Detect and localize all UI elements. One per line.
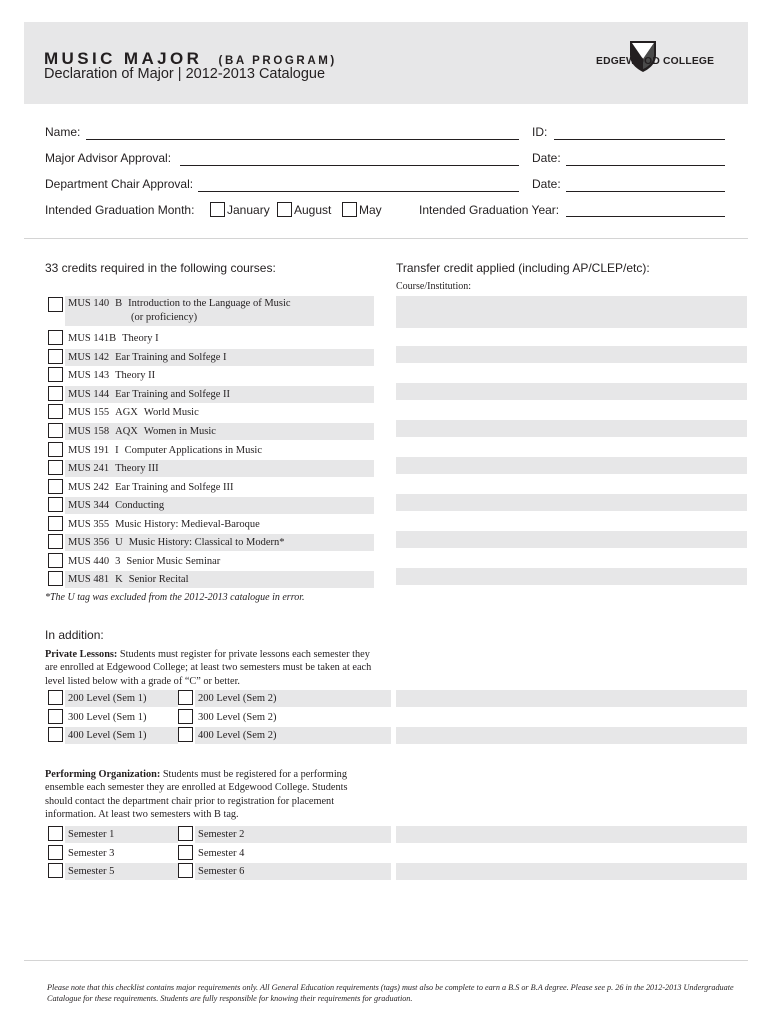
course-title: Music History: Classical to Modern*	[128, 537, 285, 548]
advisor-date-label: Date:	[532, 151, 561, 165]
january-label: January	[227, 203, 270, 217]
january-checkbox[interactable]	[210, 202, 225, 217]
private-lesson-label: 300 Level (Sem 2)	[198, 712, 277, 723]
semester-label: Semester 6	[195, 863, 391, 880]
course-code: MUS 241	[68, 463, 110, 474]
course-title: Ear Training and Solfege III	[115, 482, 234, 493]
course-checkbox[interactable]	[48, 367, 63, 382]
private-lesson-label: 400 Level (Sem 2)	[195, 727, 391, 744]
course-code: MUS 440	[68, 556, 110, 567]
course-row	[65, 553, 374, 570]
course-title: Theory III	[115, 463, 159, 474]
course-tag: I	[115, 445, 119, 456]
course-title: World Music	[143, 407, 199, 418]
private-lesson-checkbox[interactable]	[48, 709, 63, 724]
course-row	[65, 516, 374, 533]
course-checkbox[interactable]	[48, 442, 63, 457]
course-tag: 3	[115, 556, 121, 567]
course-row	[65, 296, 374, 326]
semester-checkbox[interactable]	[178, 826, 193, 841]
private-lesson-checkbox[interactable]	[178, 709, 193, 724]
course-checkbox[interactable]	[48, 553, 63, 568]
course-tag: AQX	[115, 426, 138, 437]
course-code: MUS 143	[68, 370, 110, 381]
course-row	[65, 460, 374, 477]
course-tag: AGX	[115, 407, 138, 418]
course-code: MUS 481	[68, 574, 110, 585]
id-field[interactable]	[554, 139, 725, 140]
course-row	[65, 386, 374, 403]
transfer-box[interactable]	[396, 690, 747, 707]
name-label: Name:	[45, 125, 81, 139]
private-lessons-text: Private Lessons: Students must register for private lessons each semester they are enrolled at Edgewood College; at least two semesters must be taken at each level listed below with a grade of “C” or better.	[45, 649, 372, 687]
course-title: Conducting	[115, 500, 165, 511]
grad-month-label: Intended Graduation Month:	[45, 203, 195, 217]
transfer-box[interactable]	[396, 826, 747, 843]
id-label: ID:	[532, 125, 548, 139]
course-checkbox[interactable]	[48, 423, 63, 438]
may-label: May	[359, 203, 382, 217]
transfer-sublabel: Course/Institution:	[396, 281, 471, 292]
course-code: MUS 242	[68, 482, 110, 493]
course-row	[65, 534, 374, 551]
transfer-box[interactable]	[396, 383, 747, 400]
may-checkbox[interactable]	[342, 202, 357, 217]
semester-label: Semester 3	[68, 848, 115, 859]
performing-text: Performing Organization: Students must be registered for a performing ensemble each semester they are enrolled at Edgewood College. Students should contact the department chair prior to registration for placement information. At least two semesters with B tag.	[45, 769, 348, 820]
private-lesson-checkbox[interactable]	[48, 690, 63, 705]
course-checkbox[interactable]	[48, 349, 63, 364]
course-title: Introduction to the Language of Music	[128, 298, 291, 309]
course-row	[65, 404, 374, 421]
transfer-box[interactable]	[396, 531, 747, 548]
semester-checkbox[interactable]	[48, 826, 63, 841]
course-checkbox[interactable]	[48, 460, 63, 475]
transfer-heading: Transfer credit applied (including AP/CLEP/etc):	[396, 261, 650, 275]
course-checkbox[interactable]	[48, 479, 63, 494]
college-name: EDGEWOOD COLLEGE	[596, 56, 715, 67]
private-lesson-label: 200 Level (Sem 1)	[65, 690, 178, 707]
course-code: MUS 344	[68, 500, 110, 511]
course-code: MUS 356	[68, 537, 110, 548]
name-field[interactable]	[86, 139, 519, 140]
course-title: Ear Training and Solfege I	[115, 352, 227, 363]
course-row	[65, 571, 374, 588]
private-lesson-checkbox[interactable]	[178, 690, 193, 705]
semester-checkbox[interactable]	[178, 845, 193, 860]
course-tag: B	[115, 298, 123, 309]
course-row	[65, 442, 374, 459]
transfer-box[interactable]	[396, 420, 747, 437]
transfer-box[interactable]	[396, 568, 747, 585]
semester-label: Semester 5	[65, 863, 178, 880]
course-code: MUS 355	[68, 519, 110, 530]
private-lesson-label: 300 Level (Sem 1)	[68, 712, 147, 723]
course-checkbox[interactable]	[48, 516, 63, 531]
course-checkbox[interactable]	[48, 497, 63, 512]
course-tag: K	[115, 574, 123, 585]
private-lesson-label: 200 Level (Sem 2)	[195, 690, 391, 707]
course-code: MUS 144	[68, 389, 110, 400]
course-checkbox[interactable]	[48, 534, 63, 549]
course-footnote: *The U tag was excluded from the 2012-2013 catalogue in error.	[45, 592, 305, 603]
chair-date-field[interactable]	[566, 191, 725, 192]
course-row	[65, 423, 374, 440]
semester-label: Semester 1	[65, 826, 178, 843]
semester-checkbox[interactable]	[178, 863, 193, 878]
divider	[24, 238, 748, 239]
semester-checkbox[interactable]	[48, 863, 63, 878]
footer-divider	[24, 960, 748, 961]
footer-note: Please note that this checklist contains major requirements only. All General Education requirements (tags) must also be complete to earn a B.S or B.A degree. Please see p. 26 in the 2012-2013 Undergraduate Catalogue for these requirements. Students are fully responsible for knowing their requirements for graduation.	[47, 983, 734, 1004]
advisor-label: Major Advisor Approval:	[45, 151, 172, 165]
course-row	[65, 497, 374, 514]
course-checkbox[interactable]	[48, 404, 63, 419]
course-title: Theory II	[115, 370, 156, 381]
course-checkbox[interactable]	[48, 297, 63, 312]
course-code: MUS 140	[68, 298, 110, 309]
course-title: Ear Training and Solfege II	[115, 389, 231, 400]
transfer-box[interactable]	[396, 346, 747, 363]
august-checkbox[interactable]	[277, 202, 292, 217]
course-checkbox[interactable]	[48, 571, 63, 586]
course-code: MUS 141B	[68, 333, 117, 344]
page-subtitle: Declaration of Major | 2012-2013 Catalogue	[44, 66, 326, 82]
course-code: MUS 191	[68, 445, 110, 456]
course-row	[65, 349, 374, 366]
course-row	[65, 479, 374, 496]
course-code: MUS 155	[68, 407, 110, 418]
course-title: Theory I	[122, 333, 159, 344]
course-code: MUS 142	[68, 352, 110, 363]
transfer-box[interactable]	[396, 863, 747, 880]
course-title: Computer Applications in Music	[124, 445, 263, 456]
course-tag: U	[115, 537, 123, 548]
private-lesson-label: 400 Level (Sem 1)	[65, 727, 178, 744]
semester-label: Semester 2	[195, 826, 391, 843]
course-row	[65, 367, 374, 384]
transfer-box[interactable]	[396, 296, 747, 328]
transfer-box[interactable]	[396, 494, 747, 511]
grad-year-field[interactable]	[566, 216, 725, 217]
course-title: Senior Recital	[128, 574, 189, 585]
private-lesson-checkbox[interactable]	[178, 727, 193, 742]
semester-checkbox[interactable]	[48, 845, 63, 860]
private-lesson-checkbox[interactable]	[48, 727, 63, 742]
chair-label: Department Chair Approval:	[45, 177, 194, 191]
course-checkbox[interactable]	[48, 330, 63, 345]
chair-date-label: Date:	[532, 177, 561, 191]
course-checkbox[interactable]	[48, 386, 63, 401]
advisor-date-field[interactable]	[566, 165, 725, 166]
course-title-cont: (or proficiency)	[131, 312, 198, 323]
course-title: Senior Music Seminar	[126, 556, 221, 567]
chair-signature-field[interactable]	[198, 191, 519, 192]
course-code: MUS 158	[68, 426, 110, 437]
advisor-signature-field[interactable]	[180, 165, 519, 166]
transfer-box[interactable]	[396, 727, 747, 744]
semester-label: Semester 4	[198, 848, 245, 859]
grad-year-label: Intended Graduation Year:	[419, 203, 560, 217]
course-title: Women in Music	[143, 426, 216, 437]
course-title: Music History: Medieval-Baroque	[115, 519, 260, 530]
august-label: August	[294, 203, 332, 217]
courses-heading: 33 credits required in the following courses:	[45, 261, 276, 275]
transfer-box[interactable]	[396, 457, 747, 474]
addition-heading: In addition:	[45, 628, 104, 642]
page-title: MUSIC MAJOR (BA PROGRAM)	[44, 49, 337, 68]
course-row	[65, 330, 374, 347]
